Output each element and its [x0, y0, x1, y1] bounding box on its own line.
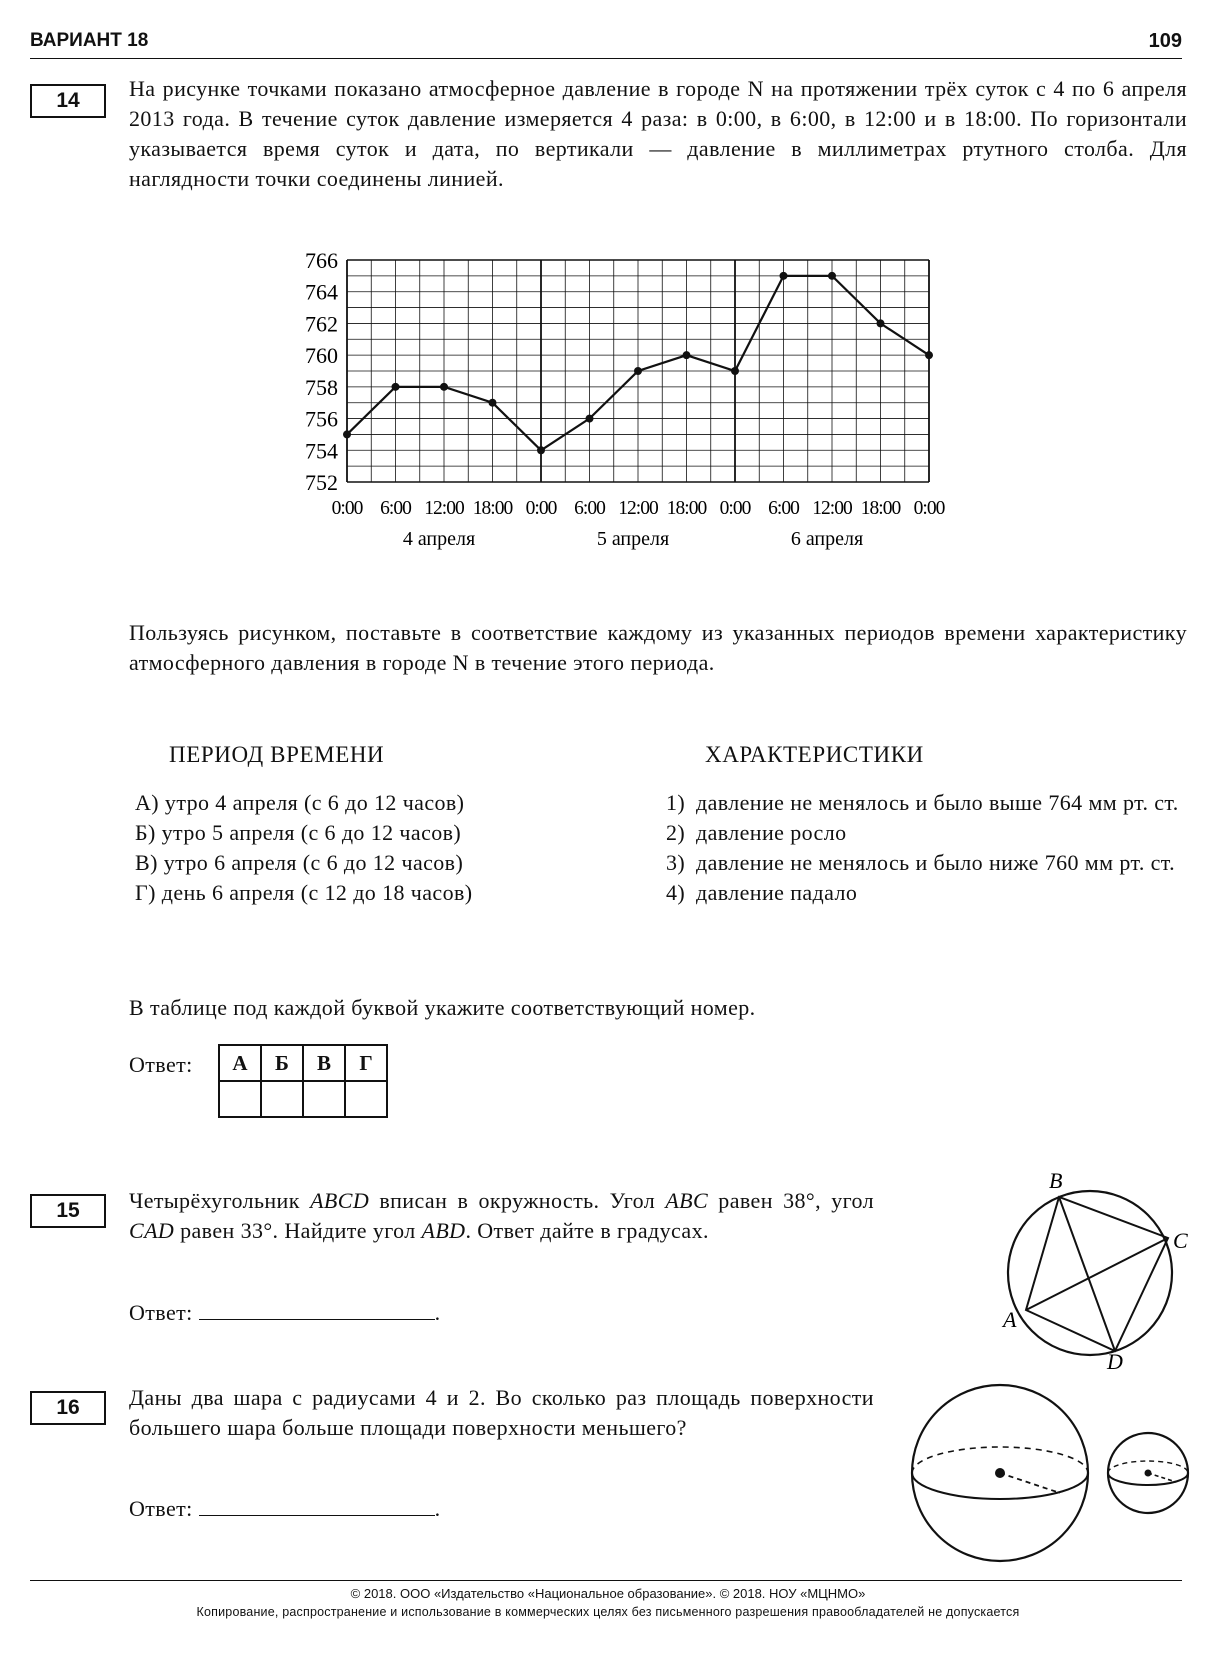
pressure-point: [780, 272, 788, 280]
chart-y-ticks: [305, 248, 338, 495]
pressure-point: [828, 272, 836, 280]
footer-copyright: © 2018. ООО «Издательство «Национальное образование». © 2018. НОУ «МЦНМО»: [350, 1586, 866, 1601]
characteristic-item-3: 3) давление не менялось и было ниже 760 мм рт. ст.: [666, 850, 1176, 875]
x-tick-label: 12:00: [424, 498, 464, 519]
x-tick-label: 0:00: [525, 498, 557, 519]
characteristics-heading: ХАРАКТЕРИСТИКИ: [705, 742, 924, 767]
y-tick-label: 752: [305, 470, 338, 495]
task-14-number: 14: [30, 84, 106, 118]
y-tick-label: 764: [305, 279, 338, 305]
inscribed-quadrilateral-figure: [995, 1170, 1200, 1370]
task-14-intro: На рисунке точками показано атмосферное давление в городе N на протяжении трёх суток с 4 по 6 апреля 2013 года. В течение суток давление измеряется 4 раза: в 0:00, в 6:00, в 12:00 и в 18:00. По горизонтали указывается время суток и дата, по вертикали — давление в миллиметрах ртутного столба. Для наглядности точки соединены линией.: [129, 76, 1187, 191]
header-divider: [30, 58, 1182, 59]
x-tick-label: 12:00: [812, 498, 852, 519]
large-sphere-radius: [1000, 1473, 1060, 1493]
vertex-label-d: D: [1107, 1349, 1123, 1370]
pressure-point: [731, 367, 739, 375]
vertex-label-c: C: [1173, 1228, 1188, 1253]
diagonal-bd: [1059, 1197, 1115, 1351]
characteristic-item-2: 2) давление росло: [666, 820, 847, 845]
small-sphere-center: [1145, 1470, 1152, 1477]
task-16-number: 16: [30, 1391, 106, 1425]
x-tick-label: 18:00: [472, 498, 513, 519]
pressure-point: [586, 415, 594, 423]
y-tick-label: 754: [305, 438, 338, 464]
y-tick-label: 756: [305, 406, 338, 432]
date-label: 6 апреля: [790, 528, 864, 550]
period-item-g: Г) день 6 апреля (с 12 до 18 часов): [135, 880, 473, 905]
y-tick-label: 758: [305, 374, 338, 400]
period-item-b: Б) утро 5 апреля (с 6 до 12 часов): [135, 820, 462, 845]
pressure-point: [392, 383, 400, 391]
vertex-label-b: B: [1049, 1170, 1063, 1193]
footer-divider: [30, 1580, 1182, 1581]
characteristic-item-1: 1) давление не менялось и было выше 764 мм рт. ст.: [666, 790, 1179, 815]
two-spheres-figure: [900, 1380, 1200, 1570]
pressure-point: [683, 351, 691, 359]
pressure-point: [634, 367, 642, 375]
x-tick-label: 6:00: [380, 498, 411, 519]
table-instruction: В таблице под каждой буквой укажите соответствующий номер.: [129, 995, 756, 1020]
characteristic-item-4: 4) давление падало: [666, 880, 858, 905]
answer-cell-a[interactable]: [219, 1081, 261, 1117]
pressure-point: [440, 383, 448, 391]
characteristics-list: [666, 788, 1182, 908]
pressure-point: [877, 319, 885, 327]
task-15-answer-line[interactable]: [199, 1299, 435, 1320]
date-label: 5 апреля: [596, 528, 670, 550]
small-sphere-radius: [1148, 1473, 1176, 1482]
y-tick-label: 762: [305, 311, 338, 337]
task-14-answer-label: Ответ:: [129, 1052, 193, 1077]
answer-cell-b[interactable]: [261, 1081, 303, 1117]
circumscribed-circle: [1008, 1191, 1172, 1355]
vertex-label-a: A: [1003, 1307, 1017, 1332]
chart-x-ticks: [332, 498, 945, 519]
x-tick-label: 0:00: [913, 498, 945, 519]
pressure-point: [343, 430, 351, 438]
task-15-text: Четырёхугольник ABCD вписан в окружность. Угол ABC равен 38°, угол CAD равен 33°. Найдите угол ABD. Ответ дайте в градусах.: [129, 1188, 874, 1243]
task-15-number: 15: [30, 1194, 106, 1228]
chart-date-labels: [403, 528, 863, 550]
large-sphere-center: [995, 1468, 1005, 1478]
x-tick-label: 18:00: [860, 498, 901, 519]
periods-list: [135, 788, 473, 908]
x-tick-label: 6:00: [574, 498, 605, 519]
y-tick-label: 760: [305, 343, 338, 369]
task-16-answer-line[interactable]: [199, 1495, 435, 1516]
pressure-point: [489, 399, 497, 407]
variant-title: ВАРИАНТ 18: [30, 30, 149, 51]
task-16-text: Даны два шара с радиусами 4 и 2. Во сколько раз площадь поверхности большего шара больше площади поверхности меньшего?: [129, 1385, 874, 1440]
pressure-point: [925, 351, 933, 359]
answer-cell-g[interactable]: [345, 1081, 387, 1117]
period-item-v: В) утро 6 апреля (с 6 до 12 часов): [135, 850, 464, 875]
pressure-chart: [300, 248, 1020, 588]
answer-letter-b: Б: [261, 1045, 303, 1081]
answer-cell-v[interactable]: [303, 1081, 345, 1117]
page-number: 109: [1148, 30, 1182, 52]
answer-letter-v: В: [303, 1045, 345, 1081]
answer-letter-a: А: [219, 1045, 261, 1081]
task-16-answer: Ответ: .: [129, 1496, 441, 1521]
periods-heading: ПЕРИОД ВРЕМЕНИ: [169, 742, 385, 767]
date-label: 4 апреля: [402, 528, 476, 550]
x-tick-label: 0:00: [331, 498, 363, 519]
x-tick-label: 12:00: [618, 498, 658, 519]
x-tick-label: 6:00: [768, 498, 799, 519]
x-tick-label: 18:00: [666, 498, 707, 519]
answer-letter-g: Г: [345, 1045, 387, 1081]
pressure-point: [537, 446, 545, 454]
x-tick-label: 0:00: [719, 498, 751, 519]
answer-table: [218, 1044, 388, 1118]
period-item-a: А) утро 4 апреля (с 6 до 12 часов): [135, 790, 465, 815]
footer-notice: Копирование, распространение и использование в коммерческих целях без письменного разрешения правообладателей не допускается: [196, 1605, 1020, 1619]
task-15-answer: Ответ: .: [129, 1300, 441, 1325]
task-14-question: Пользуясь рисунком, поставьте в соответствие каждому из указанных периодов времени характеристику атмосферного давления в городе N в течение этого периода.: [129, 620, 1187, 675]
y-tick-label: 766: [305, 248, 338, 273]
